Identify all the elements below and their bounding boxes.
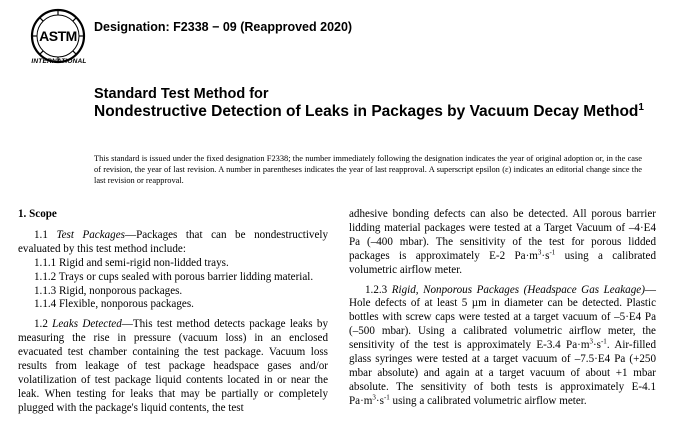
para-1-1: 1.1 Test Packages—Packages that can be nondestructively evaluated by this test method include: <box>18 228 329 255</box>
title-main: Nondestructive Detection of Leaks in Packages by Vacuum Decay Method <box>94 103 639 120</box>
para-1-2: 1.2 Leaks Detected—This test method detects package leaks by measuring the rise in pressure (vacuum loss) in an enclosed evacuated test chamber containing the test package. Vacuum loss results from leakage of test package headspace gases and/or volatilization of test package liquid contents located in or near the leak. When testing for leaks that may be partially or completely plugged with the package's liquid contents, the test <box>18 318 328 414</box>
standard-notice: This standard is issued under the fixed designation F2338; the number immediately following the designation indicates the year of original adoption or, in the case of revision, the year of last revision. A number in parentheses indicates the year of last reapproval. A superscript epsilon (ε) indicates an editorial change since the last revision or reapproval. <box>94 154 642 185</box>
para-1-1-1: 1.1.1 Rigid and semi-rigid non-lidded trays. <box>34 256 229 269</box>
logo-letters: ASTM <box>39 28 77 44</box>
para-1-1-2: 1.1.2 Trays or cups sealed with porous barrier lidding material. <box>34 270 314 283</box>
astm-logo <box>30 8 86 64</box>
logo-org-text: INTERNATIONAL <box>31 58 87 65</box>
title-line-2 <box>94 103 654 120</box>
title-footnote-mark: 1 <box>638 101 644 113</box>
left-column <box>18 208 328 416</box>
para-continued: adhesive bonding defects can also be detected. All porous barrier lidding material packages were tested at a Target Vacuum of –4·E4 Pa (–400 mbar). The sensitivity of the test for porous lidded packages is approximately E-2 $Pa\cdot m^3\cdot s^{-1}$ using a calibrated volumetric airflow meter. <box>349 208 656 276</box>
designation: Designation: F2338 − 09 (Reapproved 2020) <box>94 20 353 34</box>
title-line-1: Standard Test Method for <box>94 86 269 102</box>
para-1-2-3: 1.2.3 Rigid, Nonporous Packages (Headspace Gas Leakage)—Hole defects of at least 5 µm in diameter can be detected. Plastic bottles with screw caps were tested at a target vacuum of –5·E4 Pa (–500 mbar). Using a calibrated volumetric airflow meter, the sensitivity of the test is approximately E-3.4 $Pa\cdot m^3\cdot s^{-1}$. Air-filled glass syringes were tested at a target vacuum of –7.5·E4 Pa (+250 mbar absolute) and again at a target vacuum of about +1 mbar absolute. The sensitivity of both tests is approximately E-4.1 $Pa\cdot m^3\cdot s^{-1}$ using a calibrated volumetric airflow meter. <box>349 283 656 407</box>
para-1-1-4: 1.1.4 Flexible, nonporous packages. <box>34 298 194 311</box>
title-block <box>94 86 654 120</box>
para-1-1-3: 1.1.3 Rigid, nonporous packages. <box>34 284 183 297</box>
right-column <box>349 208 656 409</box>
section-heading: 1. Scope <box>18 208 57 220</box>
